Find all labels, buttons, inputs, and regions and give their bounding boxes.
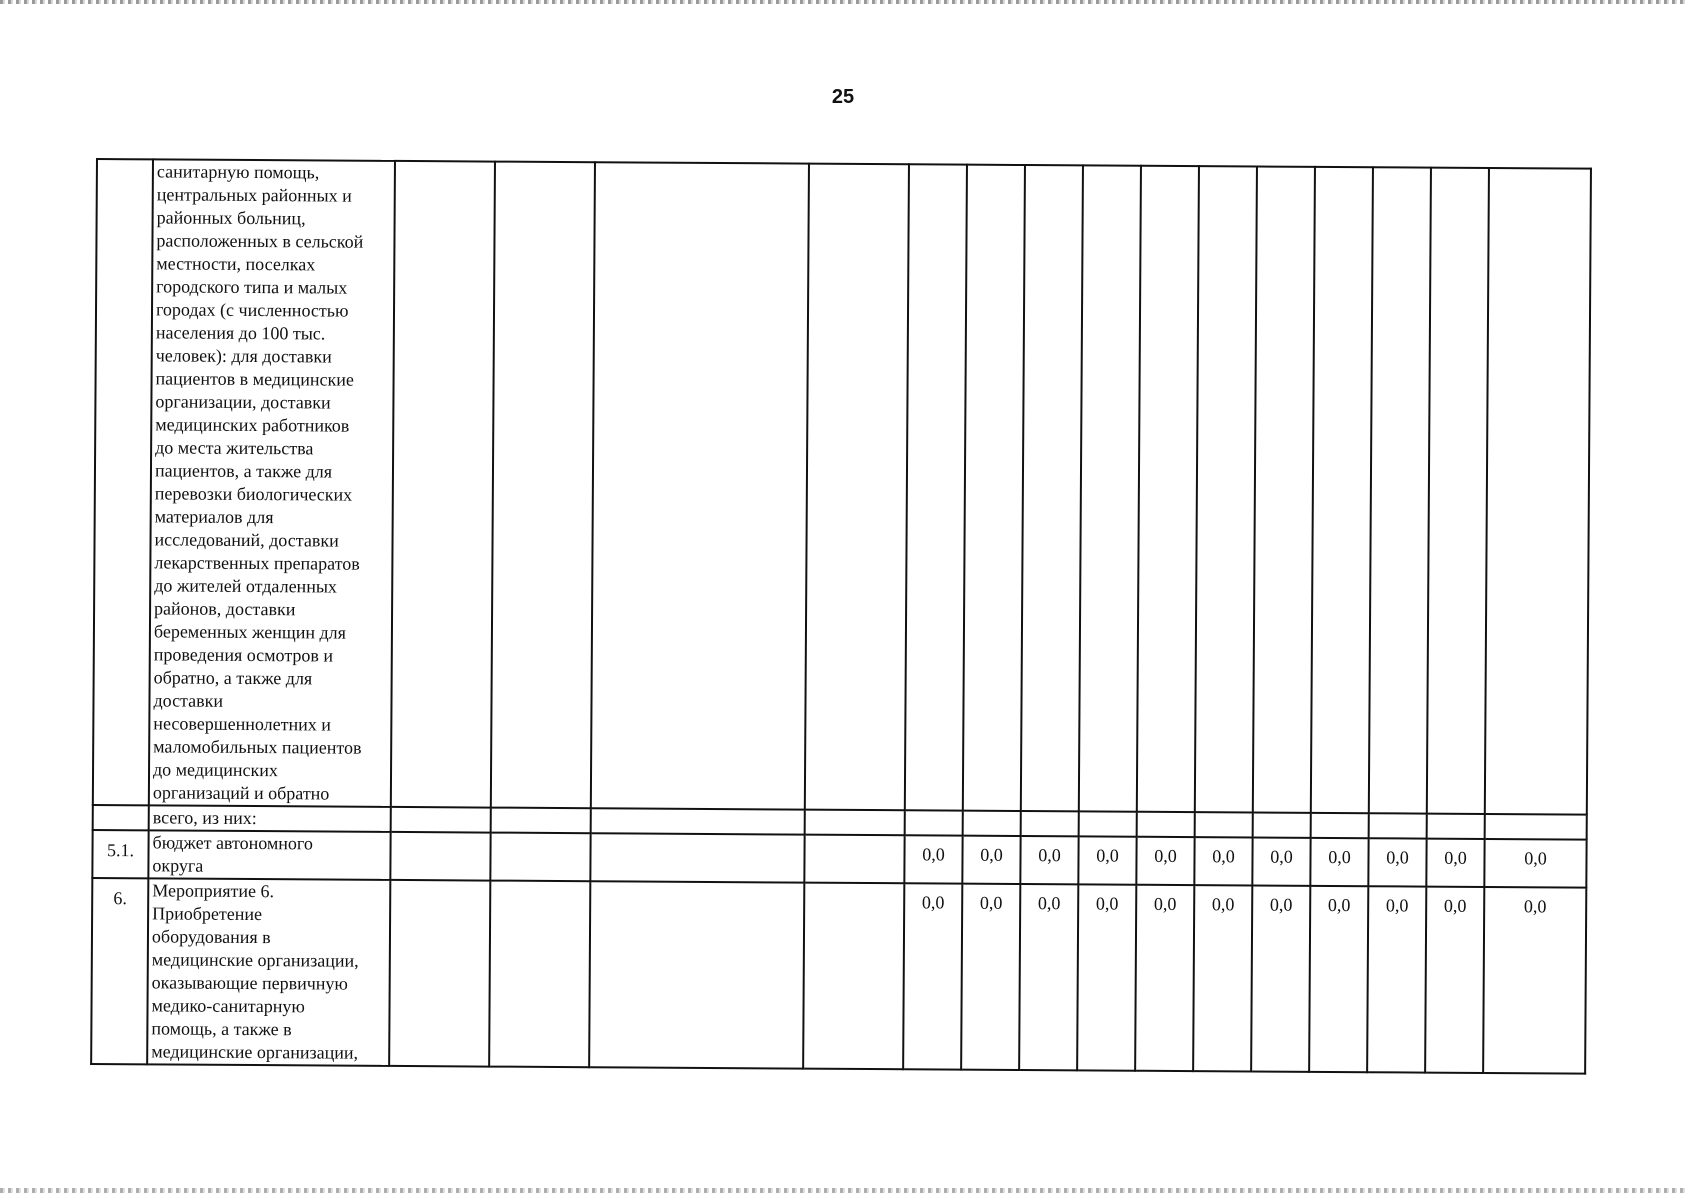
description-line: пациентов в медицинские: [155, 368, 354, 390]
description-line: перевозки биологических: [154, 483, 353, 505]
value-cell: [963, 165, 1025, 811]
value-cell: 0,0: [962, 836, 1020, 884]
empty-cell: [491, 808, 591, 834]
value-cell: 0,0: [904, 835, 962, 883]
table-row: [91, 878, 1586, 1074]
row-number-cell: 5.1.: [92, 830, 148, 878]
description-line: медицинские организации,: [151, 949, 359, 971]
value-cell: [905, 164, 967, 810]
description-line: до места жительства: [155, 437, 314, 459]
value-cell: [1369, 813, 1427, 838]
empty-cell: [491, 162, 595, 809]
description-line: районов, доставки: [154, 598, 296, 620]
row-number-cell: 6.: [91, 878, 148, 1064]
value-cell: [1021, 165, 1083, 811]
value-cell: 0,0: [1426, 839, 1484, 887]
empty-cell: [804, 835, 904, 884]
description-line: городах (с численностью: [155, 299, 349, 321]
value-cell: [1195, 166, 1257, 812]
description-line: районных больниц,: [156, 207, 306, 229]
value-cell: [1253, 166, 1315, 812]
description-line: медико-санитарную: [151, 995, 305, 1017]
empty-cell: [805, 810, 905, 836]
description-line: материалов для: [154, 506, 274, 528]
empty-cell: [389, 880, 490, 1067]
value-cell: 0,0: [1135, 885, 1194, 1071]
description-line: оказывающие первичную: [151, 972, 348, 994]
value-cell: 0,0: [1252, 837, 1310, 885]
empty-cell: [390, 832, 490, 881]
value-cell: [1079, 165, 1141, 811]
value-cell: 0,0: [1310, 838, 1368, 886]
empty-cell: [805, 164, 909, 811]
value-cell: 0,0: [1309, 886, 1368, 1072]
empty-cell: [591, 808, 805, 834]
description-line: проведения осмотров и: [153, 644, 334, 666]
value-cell: 0,0: [1194, 837, 1252, 885]
value-cell: [1485, 168, 1591, 815]
scan-top-edge: [0, 0, 1686, 4]
value-cell: [1021, 811, 1079, 836]
value-cell: [1079, 811, 1137, 836]
table-body: [91, 159, 1591, 1074]
description-line: беременных женщин для: [153, 621, 347, 643]
description-line: исследований, доставки: [154, 529, 339, 551]
description-line: центральных районных и: [156, 184, 352, 206]
value-cell: 0,0: [1019, 884, 1078, 1070]
description-line: оборудования в: [151, 926, 271, 948]
description-line: округа: [152, 855, 204, 876]
description-line: местности, поселках: [156, 253, 316, 275]
value-cell: 0,0: [1368, 838, 1426, 886]
description-line: организаций и обратно: [152, 782, 330, 804]
value-cell: [1137, 812, 1195, 837]
empty-cell: [391, 807, 491, 833]
description-line: бюджет автономного: [152, 832, 313, 854]
empty-cell: [490, 833, 590, 882]
description-line: всего, из них:: [152, 807, 257, 829]
value-cell: 0,0: [1425, 887, 1484, 1073]
page-number: 25: [831, 86, 855, 108]
table-row: [93, 159, 1591, 815]
description-line: обратно, а также для: [153, 667, 313, 689]
value-cell: 0,0: [1484, 839, 1586, 888]
value-cell: 0,0: [1193, 885, 1252, 1071]
value-cell: [1311, 813, 1369, 838]
description-line: расположенных в сельской: [156, 230, 364, 252]
value-cell: 0,0: [961, 884, 1020, 1070]
value-cell: [1427, 814, 1485, 839]
table-sheet: [90, 158, 1592, 1075]
empty-cell: [803, 883, 904, 1070]
value-cell: 0,0: [1367, 886, 1426, 1072]
description-line: организации, доставки: [155, 391, 331, 413]
description-line: человек): для доставки: [155, 345, 332, 367]
row-number-cell: [93, 159, 153, 805]
value-cell: [1137, 166, 1199, 812]
value-cell: [1195, 812, 1253, 837]
description-line: пациентов, а также для: [154, 460, 333, 482]
value-cell: 0,0: [1077, 884, 1136, 1070]
scan-bottom-edge: [0, 1188, 1686, 1193]
description-line: помощь, а также в: [151, 1018, 292, 1040]
description-line: несовершеннолетних и: [153, 713, 331, 735]
value-cell: 0,0: [1020, 836, 1078, 884]
value-cell: 0,0: [1136, 837, 1194, 885]
description-line: Мероприятие 6.: [152, 880, 275, 902]
description-line: медицинских работников: [155, 414, 350, 436]
description-cell: [148, 830, 390, 880]
value-cell: 0,0: [1483, 887, 1586, 1074]
value-cell: 0,0: [903, 883, 962, 1069]
description-line: до медицинских: [152, 759, 278, 781]
empty-cell: [591, 162, 809, 809]
description-line: до жителей отдаленных: [154, 575, 338, 597]
description-line: городского типа и малых: [156, 276, 348, 298]
empty-cell: [590, 833, 804, 882]
description-cell: [149, 159, 395, 807]
value-cell: [1427, 168, 1489, 814]
value-cell: [1253, 812, 1311, 837]
description-cell: [149, 805, 391, 832]
description-cell: [147, 878, 390, 1066]
value-cell: 0,0: [1251, 885, 1310, 1071]
description-line: медицинские организации,: [151, 1041, 359, 1063]
description-line: населения до 100 тыс.: [155, 322, 326, 344]
description-line: Приобретение: [152, 903, 263, 925]
description-line: доставки: [153, 690, 224, 711]
value-cell: [963, 811, 1021, 836]
budget-table: [90, 158, 1592, 1075]
value-cell: [1485, 814, 1587, 840]
description-line: санитарную помощь,: [156, 161, 320, 183]
empty-cell: [589, 881, 804, 1068]
description-line: маломобильных пациентов: [153, 736, 362, 758]
value-cell: [1369, 167, 1431, 813]
empty-cell: [391, 161, 495, 808]
empty-cell: [489, 881, 590, 1068]
description-line: лекарственных препаратов: [154, 552, 360, 574]
value-cell: 0,0: [1078, 836, 1136, 884]
value-cell: [1311, 167, 1373, 813]
row-number-cell: [93, 805, 149, 830]
value-cell: [905, 810, 963, 835]
